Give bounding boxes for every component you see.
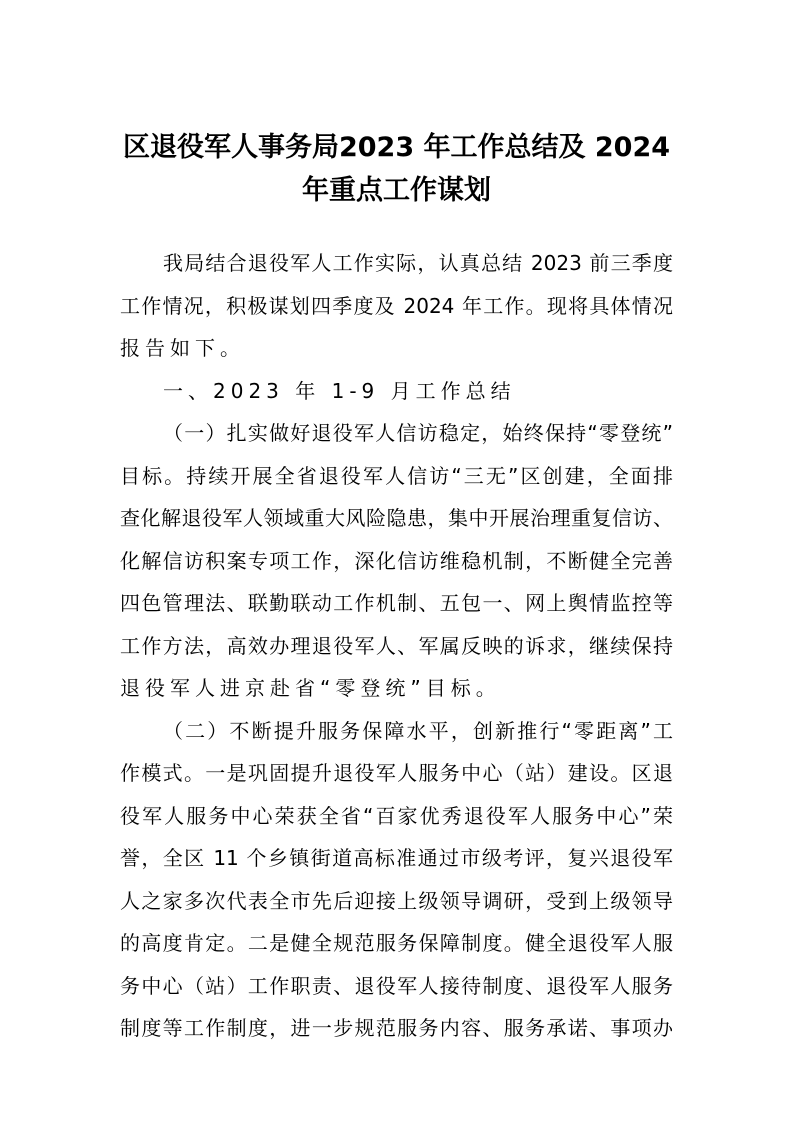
- text-line: 查化解退役军人领域重大风险隐患，集中开展治理重复信访、: [120, 506, 673, 530]
- text-line: 目标。持续开展全省退役军人信访“三无”区创建，全面排: [120, 463, 673, 488]
- paragraph-service-guarantee: [120, 710, 673, 1050]
- text-line: （二）不断提升服务保障水平，创新推行“零距离”工: [163, 718, 673, 743]
- title-line-1: 区退役军人事务局2023 年工作总结及 2024: [122, 132, 671, 163]
- text-line: 一、2023 年 1-9 月工作总结: [163, 378, 516, 403]
- text-line: 工作情况，积极谋划四季度及 2024 年工作。现将具体情况: [120, 293, 673, 318]
- document-title: [110, 126, 683, 212]
- text-line: 务中心（站）工作职责、退役军人接待制度、退役军人服务: [120, 973, 673, 998]
- text-line: 化解信访积案专项工作，深化信访维稳机制，不断健全完善: [120, 548, 673, 573]
- document-body: [120, 242, 673, 1050]
- text-line: 作模式。一是巩固提升退役军人服务中心（站）建设。区退: [120, 761, 673, 785]
- text-line: 我局结合退役军人工作实际，认真总结 2023 前三季度: [163, 251, 673, 275]
- text-line: 报告如下。: [120, 336, 245, 360]
- text-line: 制度等工作制度，进一步规范服务内容、服务承诺、事项办: [120, 1016, 673, 1040]
- text-line: 工作方法，高效办理退役军人、军属反映的诉求，继续保持: [120, 633, 673, 658]
- text-line: 四色管理法、联勤联动工作机制、五包一、网上舆情监控等: [120, 591, 673, 615]
- text-line: （一）扎实做好退役军人信访稳定，始终保持“零登统”: [163, 421, 673, 445]
- text-line: 退役军人进京赴省“零登统”目标。: [120, 676, 501, 700]
- text-line: 人之家多次代表全市先后迎接上级领导调研，受到上级领导: [120, 888, 673, 913]
- paragraph-petition-stability: [120, 412, 673, 710]
- text-line: 的高度肯定。二是健全规范服务保障制度。健全退役军人服: [120, 931, 673, 955]
- intro-paragraph: [120, 242, 673, 370]
- text-line: 誉，全区 11 个乡镇街道高标准通过市级考评，复兴退役军: [120, 846, 673, 870]
- section-heading-1: [120, 370, 673, 413]
- title-line-2: 年重点工作谋划: [302, 175, 491, 206]
- text-line: 役军人服务中心荣获全省“百家优秀退役军人服务中心”荣: [120, 803, 673, 828]
